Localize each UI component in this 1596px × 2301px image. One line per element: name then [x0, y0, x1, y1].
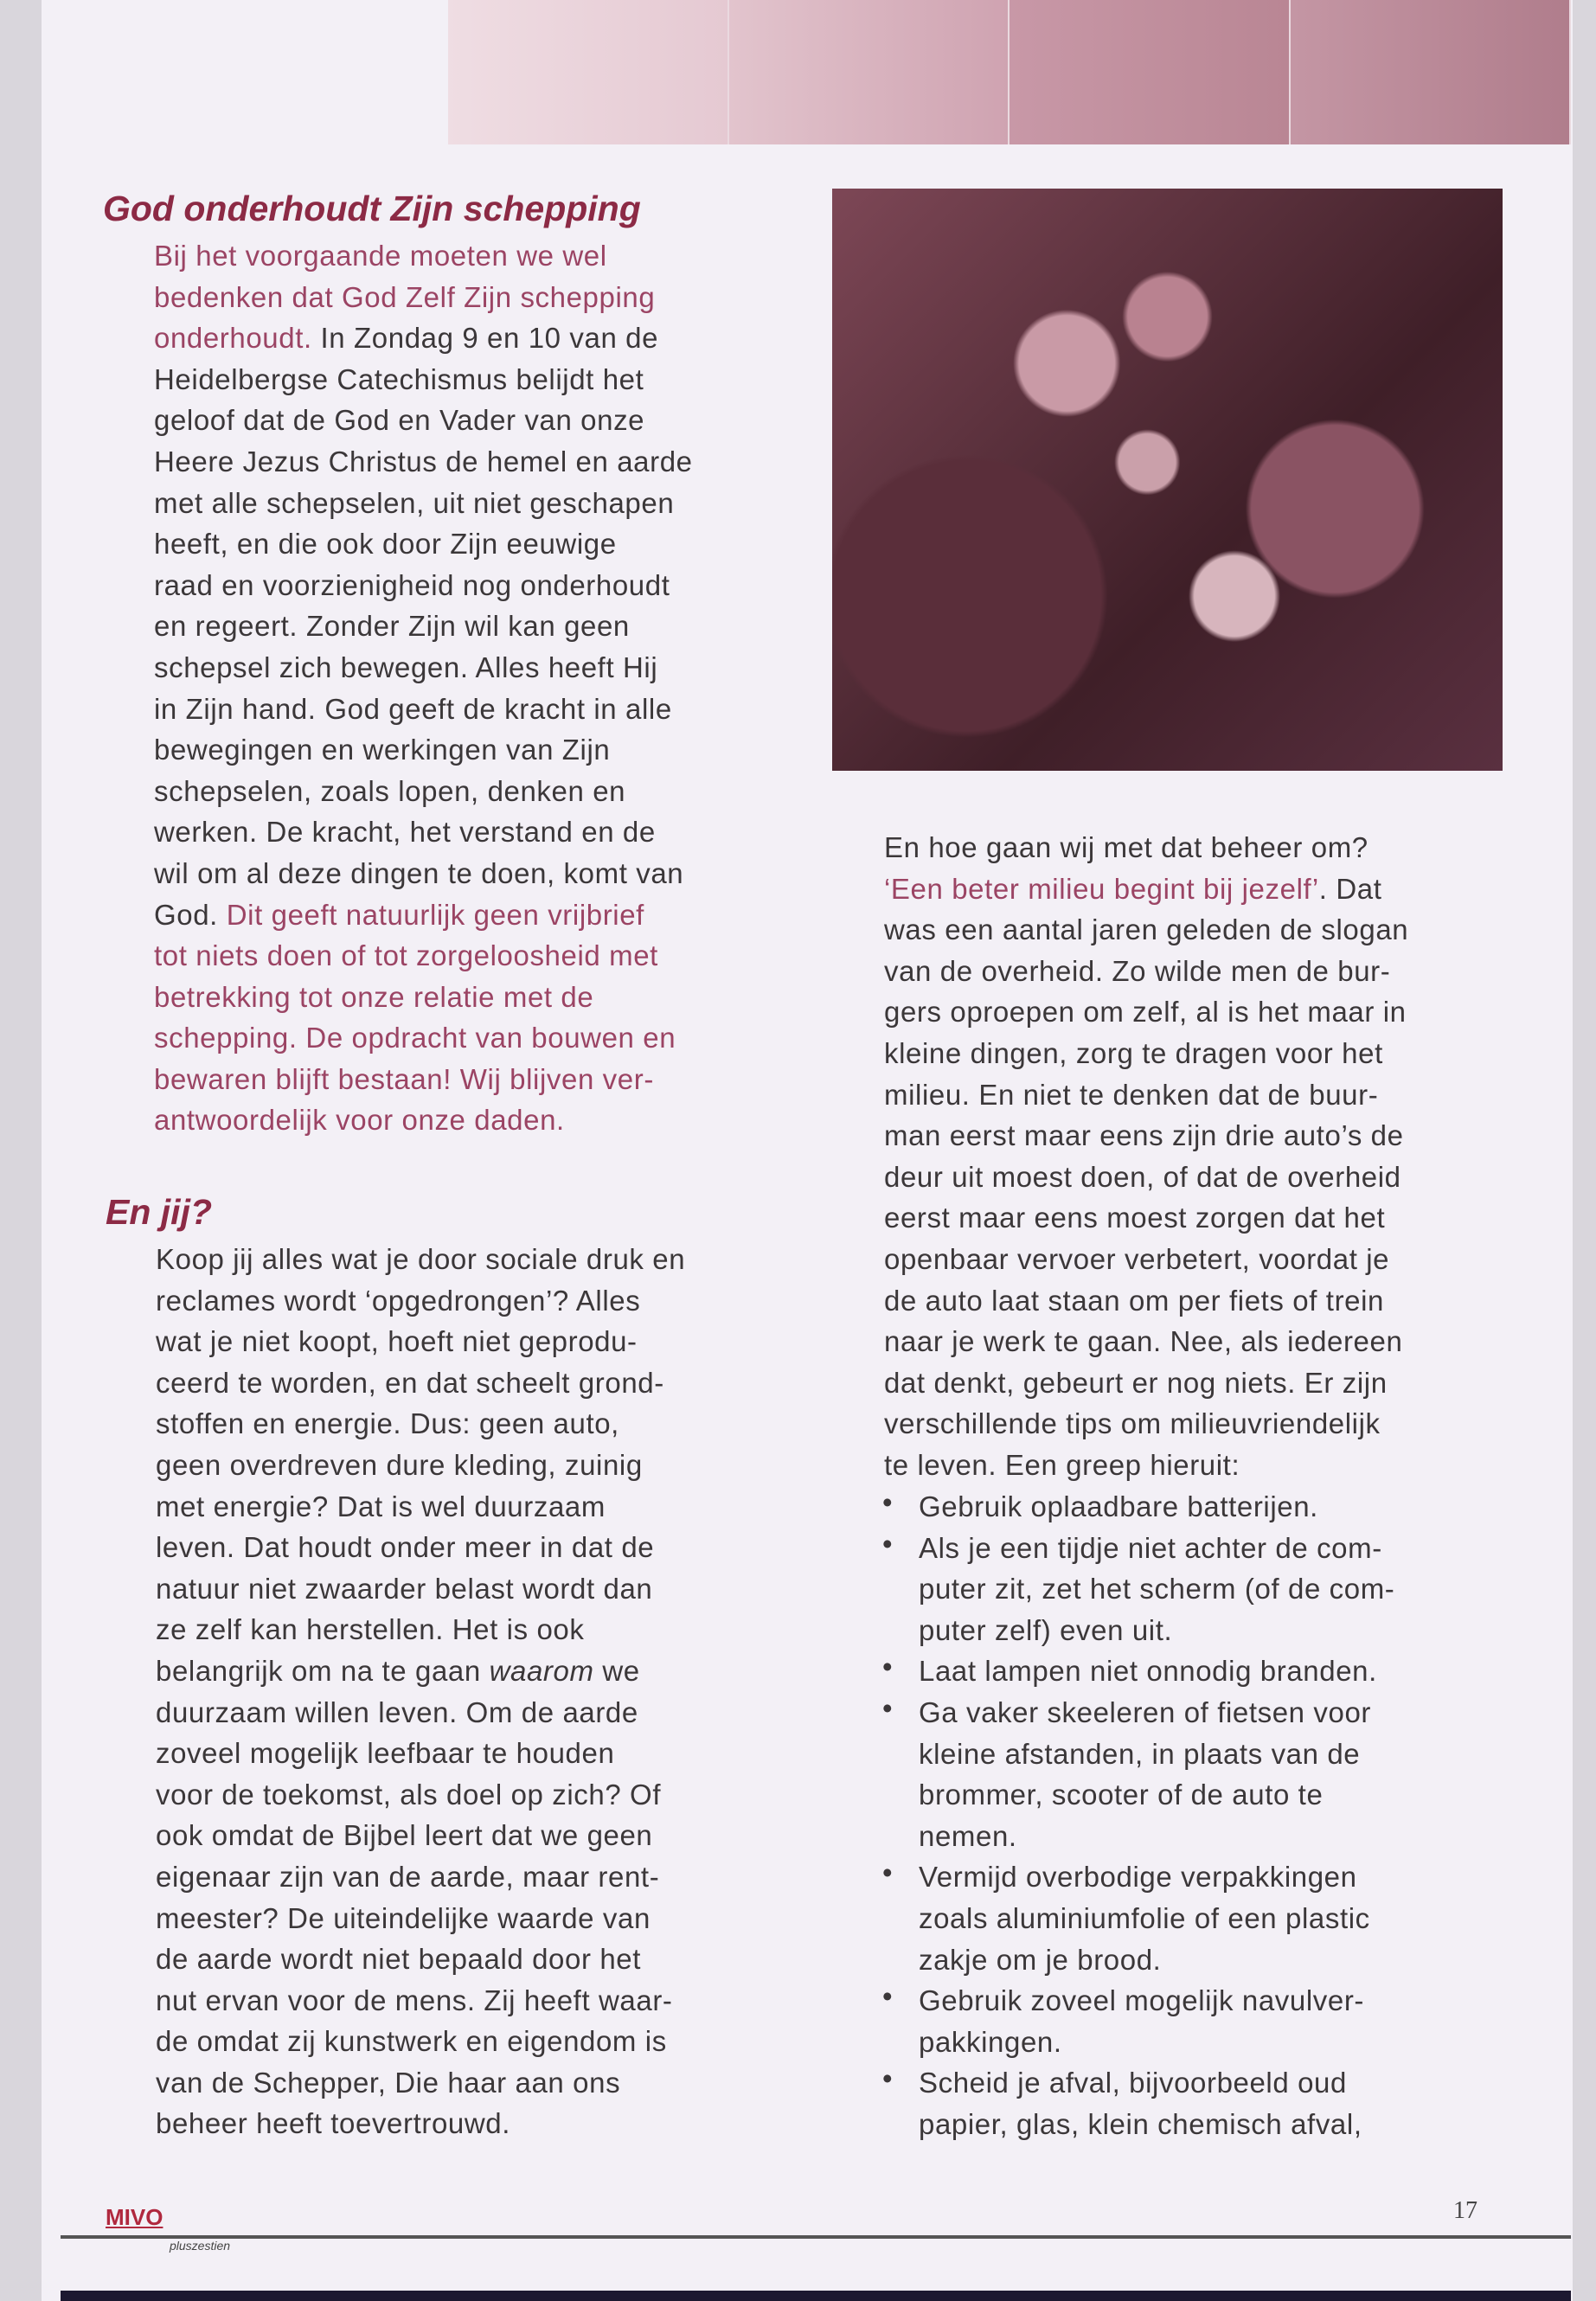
text-line	[156, 1980, 685, 2022]
text-line	[154, 483, 693, 524]
text-segment: in Zijn hand. God geeft de kracht in alle	[154, 692, 672, 725]
text-line	[154, 771, 693, 812]
text-line	[884, 1197, 1408, 1239]
text-segment: In Zondag 9 en 10 van de	[311, 322, 659, 355]
text-line	[156, 1733, 685, 1774]
text-segment: milieu. En niet te denken dat de buur-	[884, 1078, 1379, 1111]
text-line	[884, 1445, 1408, 1486]
text-segment: geen overdreven dure kleding, zuinig	[156, 1448, 643, 1481]
tip-line: • Ga vaker skeeleren of fietsen voor	[919, 1695, 1371, 1728]
text-line	[884, 1403, 1408, 1445]
text-segment: schepping. De opdracht van bouwen en	[154, 1022, 676, 1054]
paragraph-god-onderhoudt	[154, 235, 693, 1141]
text-segment: belangrijk om na te gaan	[156, 1654, 490, 1687]
text-line	[156, 1527, 685, 1568]
text-segment: eigenaar zijn van de aarde, maar rent-	[156, 1860, 660, 1893]
text-segment: bedenken dat God Zelf Zijn schepping	[154, 280, 656, 313]
text-line	[156, 1486, 685, 1528]
text-segment: kleine dingen, zorg te dragen voor het	[884, 1036, 1383, 1069]
text-segment: verschillende tips om milieuvriendelijk	[884, 1407, 1381, 1440]
text-line	[154, 606, 693, 647]
text-segment: God.	[154, 898, 227, 931]
text-line	[884, 1362, 1408, 1404]
text-line	[154, 647, 693, 689]
text-line	[884, 1115, 1408, 1157]
tip-line: brommer, scooter of de auto te	[919, 1779, 1324, 1811]
text-line	[154, 977, 693, 1018]
tip-line: • Als je een tijdje niet achter de com-	[919, 1531, 1382, 1564]
mivo-logo: MIVO	[106, 2204, 163, 2230]
text-line	[884, 1280, 1408, 1322]
text-segment: Heidelbergse Catechismus belijdt het	[154, 362, 644, 395]
text-line	[156, 1568, 685, 1610]
paragraph-en-jij	[156, 1239, 685, 2144]
text-line	[156, 1939, 685, 1980]
text-segment: nut ervan voor de mens. Zij heeft waar-	[156, 1984, 673, 2016]
text-segment: duurzaam willen leven. Om de aarde	[156, 1695, 638, 1728]
tip-line: kleine afstanden, in plaats van de	[919, 1737, 1361, 1770]
text-line	[154, 277, 693, 318]
text-line	[156, 1609, 685, 1650]
tip-item	[881, 1692, 1394, 1856]
text-line	[156, 1403, 685, 1445]
text-line	[154, 853, 693, 894]
text-line	[884, 827, 1408, 868]
text-segment: bewegingen en werkingen van Zijn	[154, 734, 611, 766]
text-segment: we	[593, 1654, 640, 1687]
tip-item	[881, 1980, 1394, 2062]
text-segment: ceerd te worden, en dat scheelt grond-	[156, 1366, 664, 1399]
text-segment: wat je niet koopt, hoeft niet geprodu-	[156, 1325, 638, 1358]
text-line	[156, 1898, 685, 1939]
text-line	[156, 1650, 685, 1692]
heading-god-onderhoudt: God onderhoudt Zijn schepping	[103, 189, 641, 228]
header-photo-strip	[448, 0, 1571, 144]
tip-line: • Gebruik oplaadbare batterijen.	[919, 1490, 1318, 1522]
tip-line: papier, glas, klein chemisch afval,	[919, 2107, 1362, 2140]
text-segment: de omdat zij kunstwerk en eigendom is	[156, 2025, 667, 2058]
text-segment: zoveel mogelijk leefbaar te houden	[156, 1737, 615, 1770]
text-segment: wil om al deze dingen te doen, komt van	[154, 856, 684, 889]
text-segment: van de overheid. Zo wilde men de bur-	[884, 954, 1391, 987]
text-line	[156, 2021, 685, 2062]
text-segment: Koop jij alles wat je door sociale druk en	[156, 1243, 686, 1275]
text-segment: En hoe gaan wij met dat beheer om?	[884, 831, 1368, 863]
text-segment: beheer heeft toevertrouwd.	[156, 2107, 511, 2140]
tip-item	[881, 1486, 1394, 1528]
text-segment: met alle schepselen, uit niet geschapen	[154, 486, 675, 519]
text-segment: schepsel zich bewegen. Alles heeft Hij	[154, 651, 658, 683]
tip-line: puter zelf) even uit.	[919, 1613, 1173, 1646]
text-line	[156, 1815, 685, 1856]
text-line	[156, 1280, 685, 1322]
bottom-edge	[61, 2291, 1571, 2301]
text-line	[884, 1074, 1408, 1116]
text-line	[884, 991, 1408, 1033]
text-segment: naar je werk te gaan. Nee, als iedereen	[884, 1325, 1403, 1358]
text-segment: ‘Een beter milieu begint bij jezelf’	[884, 872, 1319, 905]
text-line	[154, 523, 693, 565]
text-segment: reclames wordt ‘opgedrongen’? Alles	[156, 1284, 641, 1317]
tip-line: zoals aluminiumfolie of een plastic	[919, 1901, 1370, 1934]
text-line	[156, 1321, 685, 1362]
acorns-photo	[832, 189, 1503, 771]
text-segment: man eerst maar eens zijn drie auto’s de	[884, 1119, 1404, 1152]
text-line	[154, 811, 693, 853]
text-line	[884, 1321, 1408, 1362]
text-segment: betrekking tot onze relatie met de	[154, 980, 594, 1013]
text-segment: te leven. Een greep hieruit:	[884, 1448, 1240, 1481]
text-segment: tot niets doen of tot zorgeloosheid met	[154, 939, 658, 972]
text-line	[154, 894, 693, 936]
text-segment: werken. De kracht, het verstand en de	[154, 816, 656, 849]
tip-item	[881, 1528, 1394, 1651]
text-segment: deur uit moest doen, of dat de overheid	[884, 1160, 1401, 1193]
text-line	[154, 317, 693, 359]
text-line	[156, 1692, 685, 1734]
text-segment: stoffen en energie. Dus: geen auto,	[156, 1407, 619, 1440]
tip-line: • Vermijd overbodige verpakkingen	[919, 1861, 1357, 1894]
text-segment: voor de toekomst, als doel op zich? Of	[156, 1778, 662, 1811]
text-segment: geloof dat de God en Vader van onze	[154, 404, 645, 437]
text-segment: de aarde wordt niet bepaald door het	[156, 1943, 641, 1976]
text-segment: met energie? Dat is wel duurzaam	[156, 1490, 606, 1522]
text-segment: schepselen, zoals lopen, denken en	[154, 774, 626, 807]
paragraph-beheer	[884, 827, 1408, 1486]
text-segment: onderhoudt.	[154, 322, 312, 355]
text-segment: waarom	[489, 1654, 594, 1687]
text-segment: Dit geeft natuurlijk geen vrijbrief	[226, 898, 644, 931]
text-segment: was een aantal jaren geleden de slogan	[884, 913, 1409, 946]
text-line	[154, 1017, 693, 1059]
text-segment: dat denkt, gebeurt er nog niets. Er zijn	[884, 1366, 1388, 1399]
tips-list	[881, 1486, 1394, 2145]
text-segment: bewaren blijft bestaan! Wij blijven ver-	[154, 1062, 654, 1095]
text-segment: gers oproepen om zelf, al is het maar in	[884, 996, 1407, 1029]
text-line	[156, 2062, 685, 2104]
footer-divider	[61, 2235, 1571, 2239]
text-segment: openbaar vervoer verbetert, voordat je	[884, 1242, 1390, 1275]
text-segment: ze zelf kan herstellen. Het is ook	[156, 1613, 585, 1646]
text-line	[884, 909, 1408, 951]
text-line	[154, 689, 693, 730]
text-line	[154, 1059, 693, 1100]
text-line	[884, 1157, 1408, 1198]
heading-en-jij: En jij?	[106, 1192, 212, 1232]
text-line	[154, 400, 693, 441]
tip-line: zakje om je brood.	[919, 1943, 1162, 1976]
text-segment: leven. Dat houdt onder meer in dat de	[156, 1531, 655, 1564]
text-line	[154, 359, 693, 401]
tip-line: pakkingen.	[919, 2025, 1062, 2058]
text-segment: antwoordelijk voor onze daden.	[154, 1104, 565, 1137]
text-segment: de auto laat staan om per fiets of trein	[884, 1284, 1384, 1317]
text-line	[156, 1856, 685, 1898]
text-line	[156, 2103, 685, 2144]
text-line	[154, 729, 693, 771]
tip-line: • Scheid je afval, bijvoorbeeld oud	[919, 2067, 1347, 2099]
text-segment: heeft, en die ook door Zijn eeuwige	[154, 528, 617, 561]
tip-line: • Gebruik zoveel mogelijk navulver-	[919, 1984, 1365, 2017]
tip-line: nemen.	[919, 1819, 1017, 1852]
text-segment: . Dat	[1318, 872, 1382, 905]
mivo-logo-subtitle: pluszestien	[170, 2239, 231, 2253]
text-line	[154, 441, 693, 483]
tip-item	[881, 2062, 1394, 2144]
text-segment: meester? De uiteindelijke waarde van	[156, 1901, 651, 1934]
tip-item	[881, 1650, 1394, 1692]
page-number: 17	[1453, 2197, 1477, 2224]
text-line	[154, 1099, 693, 1141]
tip-line: • Laat lampen niet onnodig branden.	[919, 1655, 1377, 1688]
text-segment: eerst maar eens moest zorgen dat het	[884, 1202, 1386, 1234]
text-line	[884, 951, 1408, 992]
text-line	[154, 935, 693, 977]
tip-line: puter zit, zet het scherm (of de com-	[919, 1573, 1395, 1606]
text-segment: Bij het voorgaande moeten we wel	[154, 240, 607, 272]
text-line	[156, 1445, 685, 1486]
text-line	[154, 565, 693, 606]
text-line	[156, 1239, 685, 1280]
text-segment: en regeert. Zonder Zijn wil kan geen	[154, 610, 630, 643]
text-segment: natuur niet zwaarder belast wordt dan	[156, 1572, 653, 1605]
text-segment: raad en voorzienigheid nog onderhoudt	[154, 568, 670, 601]
text-segment: ook omdat de Bijbel leert dat we geen	[156, 1819, 653, 1852]
text-segment: Heere Jezus Christus de hemel en aarde	[154, 445, 693, 478]
text-line	[156, 1362, 685, 1404]
text-line	[884, 1239, 1408, 1280]
tip-item	[881, 1856, 1394, 1980]
text-line	[884, 868, 1408, 910]
text-line	[154, 235, 693, 277]
text-segment: van de Schepper, Die haar aan ons	[156, 2066, 621, 2099]
text-line	[884, 1033, 1408, 1074]
text-line	[156, 1774, 685, 1816]
